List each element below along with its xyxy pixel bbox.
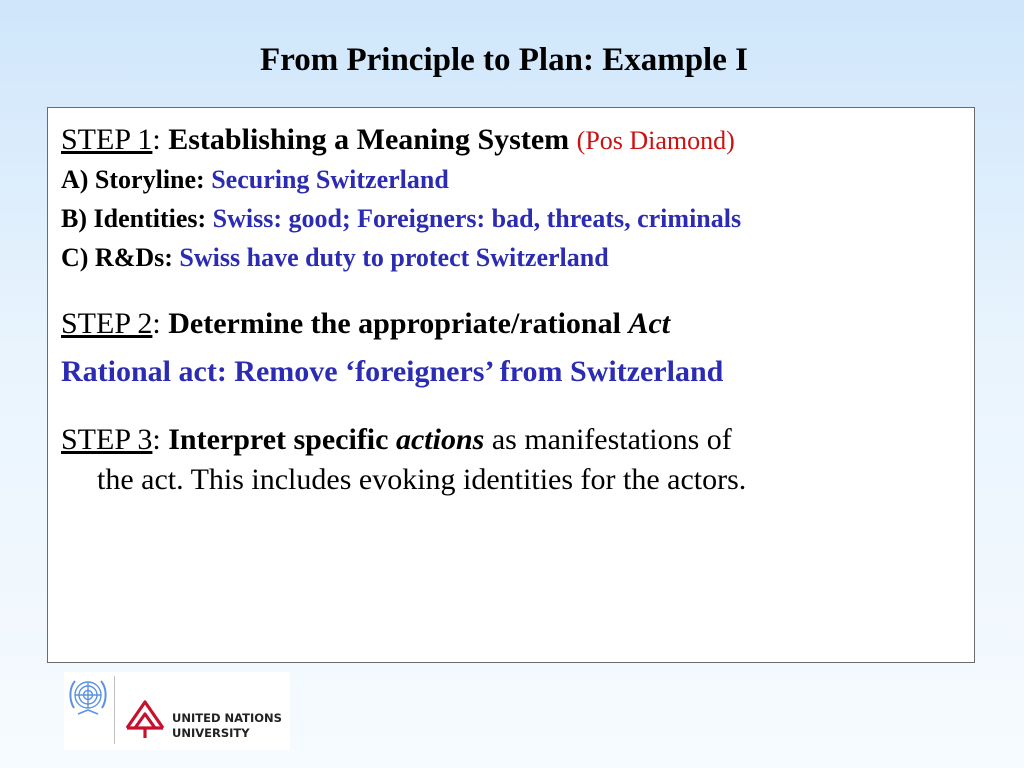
step1-separator: : [152,123,169,156]
content-box [47,107,975,663]
step1-line [61,122,735,159]
rational-act-line: Rational act: Remove ‘foreigners’ from Switzerland [61,355,724,388]
step2-label: STEP 2 [61,307,153,340]
unu-wordmark [172,711,282,741]
step2-line [61,306,670,342]
step1-label: STEP 1 [61,123,153,156]
unu-wordmark-line1: UNITED NATIONS [172,711,282,725]
footer-logos [64,672,290,750]
rds-label: C) R&Ds: [61,243,180,272]
step3-line [61,422,732,458]
step3-heading: Interpret specific [168,423,396,456]
rds-line [61,242,609,274]
step1-heading: Establishing a Meaning System [168,123,570,156]
step3-rest: as manifestations of [484,423,732,456]
step3-label: STEP 3 [61,423,153,456]
un-emblem-icon [66,674,110,722]
identities-line [61,203,741,235]
storyline-line [61,164,449,196]
rds-value: Swiss have duty to protect Switzerland [179,243,609,272]
storyline-value: Securing Switzerland [211,165,449,194]
step2-heading-italic: Act [628,307,671,340]
step1-note: (Pos Diamond) [576,126,735,155]
step3-separator: : [152,423,169,456]
logo-divider [114,676,115,744]
step3-heading-italic: actions [395,423,485,456]
step2-heading: Determine the appropriate/rational [168,307,629,340]
unu-logo-icon [122,698,168,740]
identities-value: Swiss: good; Foreigners: bad, threats, criminals [212,204,742,233]
unu-wordmark-line2: UNIVERSITY [172,726,250,740]
identities-label: B) Identities: [61,204,213,233]
storyline-label: A) Storyline: [61,165,212,194]
slide-title: From Principle to Plan: Example I [260,42,748,78]
step3-continuation: the act. This includes evoking identities for the actors. [97,463,747,496]
step2-separator: : [152,307,169,340]
